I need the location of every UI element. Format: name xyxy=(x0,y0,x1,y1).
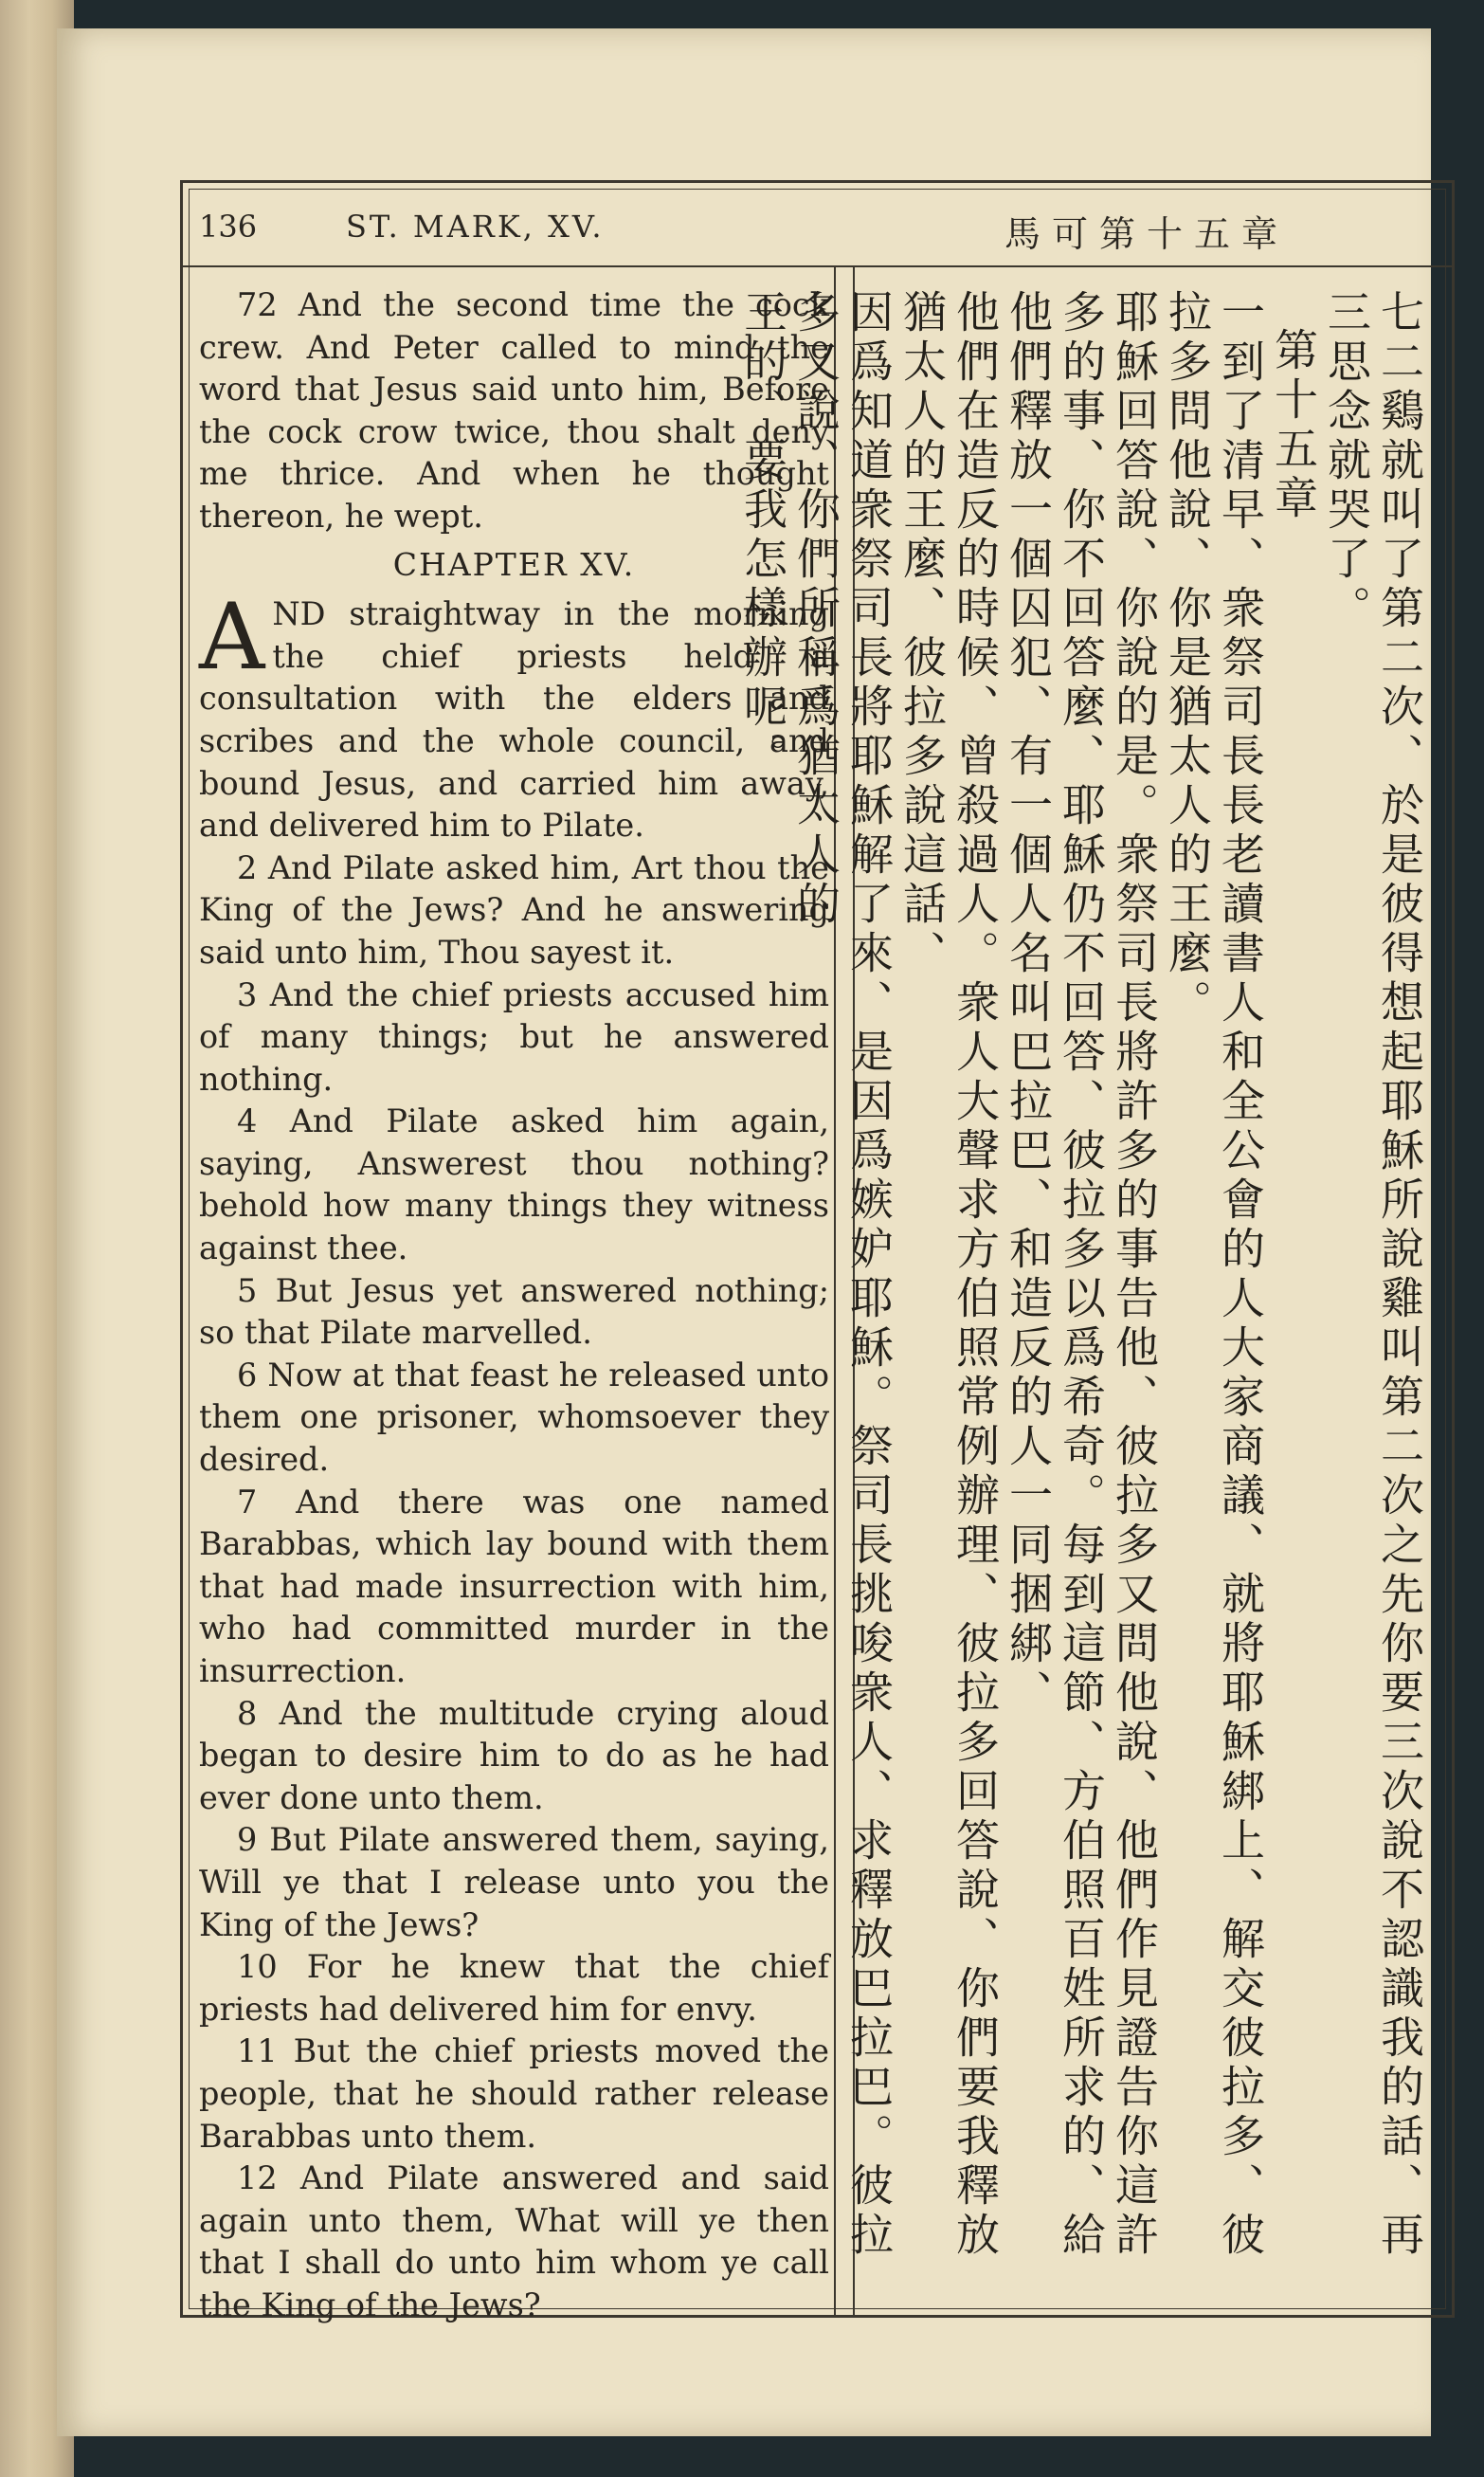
chinese-verse-1: 一到了清早、衆祭司長長老讀書人和全公會的人大家商議、就將耶穌綁上、解交彼拉多、彼拉多問他說、你是猶太人的王麼。 xyxy=(1162,289,1266,2261)
verse-5: 5 But Jesus yet answered nothing; so that Pilate marvelled. xyxy=(199,1271,829,1352)
verse-6: 6 Now at that feast he released unto them one prisoner, whomsoever they desired. xyxy=(199,1356,829,1479)
chinese-verses-2-7: 耶穌回答說、你說的是。衆祭司長將許多的事告他、彼拉多又問他說、他們作見證告你這許多的事、你不回答麼、耶穌仍不回答、彼拉多以爲希奇。每到這節、方伯照百姓所求的、給他們釋放一個囚犯、有一個人名叫巴拉巴、和造反的人一同捆綁、 xyxy=(1003,289,1160,2261)
verse-72: 72 And the second time the cock crew. And Peter called to mind the word that Jesus said unto him, Before the cock crow twice, thou shalt deny me thrice. And when he thought thereon, he wept. xyxy=(199,286,829,535)
chapter-heading: CHAPTER XV. xyxy=(392,545,636,583)
verse-1 xyxy=(199,584,829,847)
drop-cap: A xyxy=(199,584,265,691)
running-title: ST. MARK, XV. xyxy=(346,209,605,245)
verse-9: 9 But Pilate answered them, saying, Will ye that I release unto you the King of the Jews? xyxy=(199,1821,829,1943)
verse-4: 4 And Pilate asked him again, saying, Answerest thou nothing? behold how many things they witness against thee. xyxy=(199,1102,829,1267)
verse-11: 11 But the chief priests moved the people, that he should rather release Barabbas unto them. xyxy=(199,2032,829,2155)
verse-3: 3 And the chief priests accused him of many things; but he answered nothing. xyxy=(199,975,829,1098)
verse-2: 2 And Pilate asked him, Art thou the King of the Jews? And he answering said unto him, Thou sayest it. xyxy=(199,848,829,971)
english-column xyxy=(199,284,829,2323)
verse-1-text: ND straightway in the morning the chief priests held a consultation with the elders and scribes and the whole council, and bound Jesus, and carried him away, and delivered him to Pilate. xyxy=(199,595,829,845)
chinese-verse-72: 七二鷄就叫了第二次、於是彼得想起耶穌所說雞叫第二次之先你要三次說不認識我的話、再三思念就哭了。 xyxy=(1321,289,1425,2261)
verse-10: 10 For he knew that the chief priests had delivered him for envy. xyxy=(199,1948,829,2028)
chinese-verses-7-9: 他們在造反的時候、曾殺過人。衆人大聲求方伯照常例辦理、彼拉多回答說、你們要我釋放猶太人的王麼、彼拉多說這話、 xyxy=(896,289,1001,2261)
chinese-column xyxy=(737,289,1426,2308)
page-header xyxy=(180,180,1455,267)
verse-12: 12 And Pilate answered and said again unto them, What will ye then that I shall do unto him whom ye call the King of the Jews? xyxy=(199,2159,829,2323)
verse-7: 7 And there was one named Barabbas, which lay bound with them that had made insurrection with him, who had committed murder in the insurrection. xyxy=(199,1483,829,1689)
page-number: 136 xyxy=(199,209,258,245)
chinese-verses-10-12: 因爲知道衆祭司長將耶穌解了來、是因爲嫉妒耶穌。祭司長挑唆衆人、求釋放巴拉巴。彼拉多又說、你們所稱爲猶太人的 xyxy=(790,289,895,2261)
verse-8: 8 And the multitude crying aloud began to desire him to do as he had ever done unto them. xyxy=(199,1694,829,1816)
chinese-chapter-heading: 第十五章 xyxy=(1268,327,1319,524)
chinese-verse-12-end: 王的、要我怎樣辦呢。 xyxy=(737,289,788,782)
chinese-running-title: 馬可第十五章 xyxy=(1004,213,1290,255)
